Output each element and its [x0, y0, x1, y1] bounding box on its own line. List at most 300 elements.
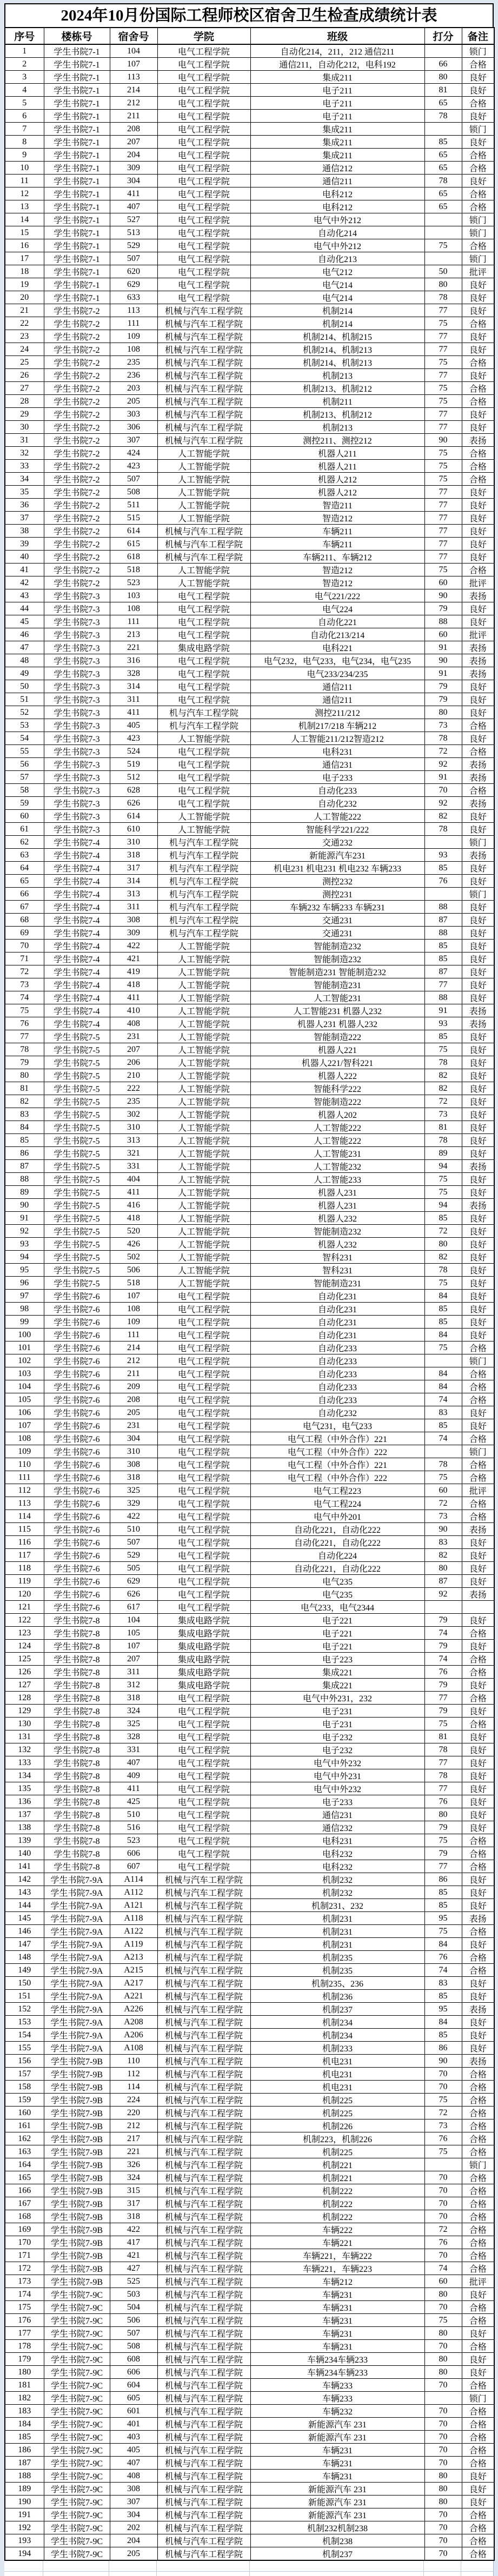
cell-college[interactable]: 机械与汽车工程学院 [157, 2223, 250, 2236]
cell-remark[interactable]: 合格 [462, 2197, 494, 2210]
cell-room[interactable]: 110 [110, 2055, 157, 2068]
cell-index[interactable]: 98 [5, 1303, 44, 1316]
cell-remark[interactable]: 良好 [462, 499, 494, 512]
cell-room[interactable]: 104 [110, 1614, 157, 1627]
cell-room[interactable]: 312 [110, 1679, 157, 1692]
cell-building[interactable]: 学生书院7-9B [44, 2197, 110, 2210]
cell-class[interactable]: 机制234 [250, 2029, 424, 2042]
cell-college[interactable]: 电气工程学院 [157, 797, 250, 810]
cell-room[interactable]: 326 [110, 2158, 157, 2171]
cell-index[interactable]: 142 [5, 1873, 44, 1886]
cell-remark[interactable]: 良好 [462, 1769, 494, 1782]
cell-college[interactable]: 电气工程学院 [157, 1718, 250, 1730]
cell-score[interactable]: 78 [424, 291, 462, 304]
cell-class[interactable]: 机制221 [250, 2158, 424, 2171]
cell-class[interactable]: 新能源汽车 231 [250, 2431, 424, 2444]
cell-class[interactable]: 机制237 [250, 2003, 424, 2016]
cell-score[interactable]: 75 [424, 382, 462, 395]
cell-remark[interactable]: 良好 [462, 1562, 494, 1575]
cell-building[interactable]: 学生书院7-9B [44, 2275, 110, 2288]
cell-room[interactable]: A226 [110, 2003, 157, 2016]
cell-building[interactable]: 学生书院7-2 [44, 576, 110, 589]
cell-class[interactable]: 通信211，自动化212，电科192 [250, 58, 424, 71]
cell-building[interactable]: 学生书院7-3 [44, 732, 110, 745]
cell-class[interactable]: 机器人211 [250, 447, 424, 460]
cell-index[interactable]: 24 [5, 343, 44, 356]
cell-college[interactable]: 机械与汽车工程学院 [157, 2003, 250, 2016]
cell-room[interactable]: 510 [110, 1808, 157, 1821]
cell-index[interactable]: 37 [5, 512, 44, 525]
cell-room[interactable]: 409 [110, 1769, 157, 1782]
cell-room[interactable]: 211 [110, 110, 157, 123]
cell-room[interactable]: 404 [110, 1173, 157, 1186]
cell-class[interactable]: 电气工程（中外合作）221 [250, 1432, 424, 1445]
cell-building[interactable]: 学生书院7-3 [44, 797, 110, 810]
cell-room[interactable]: 302 [110, 1108, 157, 1121]
cell-index[interactable]: 43 [5, 589, 44, 602]
cell-room[interactable]: 525 [110, 2275, 157, 2288]
cell-room[interactable]: 516 [110, 1821, 157, 1834]
cell-room[interactable]: 620 [110, 265, 157, 278]
cell-class[interactable]: 电科231 [250, 1834, 424, 1847]
cell-college[interactable]: 机械与汽车工程学院 [157, 395, 250, 408]
cell-remark[interactable]: 表扬 [462, 2003, 494, 2016]
cell-index[interactable]: 137 [5, 1808, 44, 1821]
cell-college[interactable]: 机械与汽车工程学院 [157, 1912, 250, 1925]
cell-remark[interactable]: 合格 [462, 1666, 494, 1679]
cell-score[interactable] [424, 2392, 462, 2405]
cell-index[interactable]: 73 [5, 978, 44, 991]
cell-index[interactable]: 93 [5, 1238, 44, 1251]
cell-college[interactable]: 机械与汽车工程学院 [157, 2016, 250, 2029]
cell-college[interactable]: 人工智能学院 [157, 952, 250, 965]
cell-index[interactable]: 103 [5, 1367, 44, 1380]
cell-remark[interactable]: 合格 [462, 1627, 494, 1640]
cell-college[interactable]: 集成电路学院 [157, 1679, 250, 1692]
cell-remark[interactable]: 合格 [462, 2508, 494, 2521]
cell-index[interactable]: 138 [5, 1821, 44, 1834]
cell-index[interactable]: 44 [5, 602, 44, 615]
cell-remark[interactable]: 批评 [462, 628, 494, 641]
cell-score[interactable]: 80 [424, 2470, 462, 2483]
cell-index[interactable]: 163 [5, 2145, 44, 2158]
cell-score[interactable]: 75 [424, 460, 462, 473]
cell-building[interactable]: 学生书院7-2 [44, 369, 110, 382]
cell-building[interactable]: 学生书院7-6 [44, 1419, 110, 1432]
cell-building[interactable]: 学生书院7-8 [44, 1666, 110, 1679]
cell-building[interactable]: 学生书院7-8 [44, 1653, 110, 1666]
cell-class[interactable]: 智科231 [250, 1251, 424, 1264]
cell-remark[interactable]: 良好 [462, 1225, 494, 1238]
cell-class[interactable]: 机制223，机制226 [250, 2132, 424, 2145]
cell-building[interactable]: 学生书院7-9B [44, 2262, 110, 2275]
cell-college[interactable]: 机械与汽车工程学院 [157, 356, 250, 369]
cell-score[interactable] [424, 44, 462, 58]
cell-index[interactable]: 115 [5, 1523, 44, 1536]
cell-score[interactable]: 94 [424, 1199, 462, 1212]
cell-remark[interactable]: 合格 [462, 2444, 494, 2457]
cell-building[interactable]: 学生书院7-1 [44, 123, 110, 136]
cell-remark[interactable]: 良好 [462, 1134, 494, 1147]
cell-building[interactable]: 学生书院7-9B [44, 2132, 110, 2145]
cell-room[interactable]: 405 [110, 2444, 157, 2457]
cell-remark[interactable]: 合格 [462, 1951, 494, 1964]
cell-college[interactable]: 机械与汽车工程学院 [157, 1873, 250, 1886]
cell-score[interactable]: 65 [424, 97, 462, 110]
cell-class[interactable]: 集成211 [250, 123, 424, 136]
cell-college[interactable]: 机械与汽车工程学院 [157, 551, 250, 564]
cell-class[interactable]: 智能制造232 [250, 1225, 424, 1238]
cell-index[interactable]: 132 [5, 1743, 44, 1756]
cell-building[interactable]: 学生书院7-8 [44, 1730, 110, 1743]
cell-building[interactable]: 学生书院7-2 [44, 395, 110, 408]
cell-remark[interactable]: 合格 [462, 2223, 494, 2236]
cell-building[interactable]: 学生书院7-9A [44, 1977, 110, 1990]
cell-room[interactable]: A213 [110, 1951, 157, 1964]
cell-room[interactable]: 618 [110, 551, 157, 564]
cell-room[interactable]: 212 [110, 2119, 157, 2132]
cell-index[interactable]: 118 [5, 1562, 44, 1575]
cell-college[interactable]: 电气工程学院 [157, 1406, 250, 1419]
cell-room[interactable]: 203 [110, 382, 157, 395]
cell-index[interactable]: 114 [5, 1510, 44, 1523]
cell-score[interactable]: 75 [424, 356, 462, 369]
header-class[interactable]: 班级 [250, 28, 424, 44]
cell-score[interactable]: 82 [424, 1082, 462, 1095]
cell-building[interactable]: 学生书院7-5 [44, 1186, 110, 1199]
cell-score[interactable]: 60 [424, 2275, 462, 2288]
cell-class[interactable]: 电子232 [250, 1743, 424, 1756]
cell-building[interactable]: 学生书院7-4 [44, 836, 110, 849]
cell-room[interactable]: 111 [110, 317, 157, 330]
cell-remark[interactable]: 良好 [462, 1938, 494, 1951]
cell-building[interactable]: 学生书院7-9A [44, 1964, 110, 1977]
cell-index[interactable]: 54 [5, 732, 44, 745]
cell-remark[interactable]: 合格 [462, 2236, 494, 2249]
cell-building[interactable]: 学生书院7-5 [44, 1108, 110, 1121]
cell-remark[interactable]: 合格 [462, 1834, 494, 1847]
cell-class[interactable]: 电气214 [250, 291, 424, 304]
cell-college[interactable]: 机械与汽车工程学院 [157, 1977, 250, 1990]
cell-index[interactable]: 187 [5, 2457, 44, 2470]
cell-score[interactable]: 88 [424, 901, 462, 914]
cell-remark[interactable]: 合格 [462, 162, 494, 175]
cell-building[interactable]: 学生书院7-1 [44, 58, 110, 71]
cell-college[interactable]: 机与汽车工程学院 [157, 901, 250, 914]
cell-score[interactable]: 77 [424, 525, 462, 538]
cell-room[interactable]: A119 [110, 1938, 157, 1951]
cell-remark[interactable]: 锁门 [462, 836, 494, 849]
cell-college[interactable]: 电气工程学院 [157, 1484, 250, 1497]
cell-building[interactable]: 学生书院7-1 [44, 213, 110, 226]
cell-remark[interactable]: 合格 [462, 1497, 494, 1510]
cell-score[interactable]: 77 [424, 421, 462, 434]
cell-class[interactable]: 机器人221 [250, 1043, 424, 1056]
cell-class[interactable]: 机制232机制238 [250, 2521, 424, 2534]
cell-building[interactable]: 学生书院7-2 [44, 447, 110, 460]
cell-building[interactable]: 学生书院7-6 [44, 1380, 110, 1393]
cell-room[interactable]: 628 [110, 784, 157, 797]
cell-score[interactable]: 79 [424, 1821, 462, 1834]
cell-index[interactable]: 157 [5, 2068, 44, 2081]
cell-score[interactable]: 79 [424, 680, 462, 693]
cell-score[interactable]: 80 [424, 1238, 462, 1251]
cell-score[interactable]: 76 [424, 2132, 462, 2145]
cell-college[interactable]: 人工智能学院 [157, 1199, 250, 1212]
cell-index[interactable]: 11 [5, 175, 44, 187]
cell-building[interactable]: 学生书院7-9C [44, 2301, 110, 2314]
cell-college[interactable]: 机械与汽车工程学院 [157, 369, 250, 382]
cell-college[interactable]: 人工智能学院 [157, 1225, 250, 1238]
cell-college[interactable]: 电气工程学院 [157, 1730, 250, 1743]
cell-college[interactable]: 机与汽车工程学院 [157, 719, 250, 732]
cell-score[interactable]: 77 [424, 369, 462, 382]
cell-college[interactable]: 人工智能学院 [157, 1082, 250, 1095]
cell-remark[interactable]: 良好 [462, 1251, 494, 1264]
cell-room[interactable]: 114 [110, 2081, 157, 2094]
cell-college[interactable]: 机械与汽车工程学院 [157, 2314, 250, 2327]
cell-remark[interactable]: 良好 [462, 1821, 494, 1834]
cell-class[interactable]: 机制235、236 [250, 1977, 424, 1990]
cell-remark[interactable]: 良好 [462, 1808, 494, 1821]
cell-building[interactable]: 学生书院7-6 [44, 1523, 110, 1536]
cell-score[interactable]: 82 [424, 1251, 462, 1264]
cell-remark[interactable]: 锁门 [462, 1354, 494, 1367]
cell-index[interactable]: 184 [5, 2418, 44, 2431]
cell-index[interactable]: 75 [5, 1004, 44, 1017]
cell-index[interactable]: 88 [5, 1173, 44, 1186]
cell-remark[interactable]: 合格 [462, 745, 494, 758]
cell-class[interactable]: 智造212 [250, 512, 424, 525]
cell-class[interactable]: 新能源汽车 231 [250, 2496, 424, 2508]
cell-remark[interactable]: 合格 [462, 719, 494, 732]
cell-remark[interactable]: 良好 [462, 538, 494, 551]
cell-college[interactable]: 电气工程学院 [157, 1562, 250, 1575]
cell-class[interactable]: 机器人232 [250, 1212, 424, 1225]
cell-building[interactable]: 学生书院7-3 [44, 602, 110, 615]
cell-class[interactable]: 车辆233 [250, 2392, 424, 2405]
cell-remark[interactable]: 表扬 [462, 654, 494, 667]
cell-class[interactable]: 电气中外212 [250, 213, 424, 226]
cell-class[interactable]: 人工智能231 [250, 991, 424, 1004]
cell-index[interactable]: 155 [5, 2042, 44, 2055]
cell-class[interactable]: 机制213、机制212 [250, 408, 424, 421]
cell-remark[interactable]: 良好 [462, 1873, 494, 1886]
cell-room[interactable]: 418 [110, 978, 157, 991]
cell-college[interactable]: 机械与汽车工程学院 [157, 2353, 250, 2366]
header-index[interactable]: 序号 [5, 28, 44, 44]
cell-index[interactable]: 135 [5, 1782, 44, 1795]
cell-building[interactable]: 学生书院7-9C [44, 2340, 110, 2353]
cell-college[interactable]: 电气工程学院 [157, 1445, 250, 1458]
cell-remark[interactable]: 良好 [462, 1290, 494, 1303]
cell-class[interactable]: 自动化233 [250, 1354, 424, 1367]
cell-index[interactable]: 122 [5, 1614, 44, 1627]
cell-score[interactable]: 80 [424, 2353, 462, 2366]
cell-room[interactable]: 422 [110, 2223, 157, 2236]
cell-score[interactable]: 90 [424, 434, 462, 447]
cell-class[interactable]: 电科232 [250, 1847, 424, 1860]
cell-class[interactable]: 智造212 [250, 576, 424, 589]
cell-building[interactable]: 学生书院7-6 [44, 1458, 110, 1471]
cell-class[interactable]: 机制214、机制213 [250, 343, 424, 356]
cell-class[interactable]: 机器人232 [250, 1238, 424, 1251]
cell-score[interactable]: 73 [424, 1108, 462, 1121]
cell-score[interactable]: 77 [424, 330, 462, 343]
cell-score[interactable]: 75 [424, 1043, 462, 1056]
cell-college[interactable]: 电气工程学院 [157, 1756, 250, 1769]
cell-index[interactable]: 69 [5, 927, 44, 940]
cell-index[interactable]: 12 [5, 187, 44, 200]
cell-score[interactable]: 84 [424, 1938, 462, 1951]
cell-score[interactable]: 79 [424, 1705, 462, 1718]
cell-index[interactable]: 179 [5, 2353, 44, 2366]
cell-remark[interactable]: 良好 [462, 1886, 494, 1899]
cell-score[interactable]: 79 [424, 693, 462, 706]
cell-building[interactable]: 学生书院7-1 [44, 175, 110, 187]
cell-college[interactable]: 机与汽车工程学院 [157, 706, 250, 719]
cell-class[interactable]: 机制235 [250, 1951, 424, 1964]
cell-college[interactable]: 机械与汽车工程学院 [157, 2068, 250, 2081]
cell-class[interactable]: 车辆231 [250, 2327, 424, 2340]
cell-class[interactable]: 集成211 [250, 136, 424, 149]
cell-room[interactable]: 109 [110, 330, 157, 343]
cell-college[interactable]: 电气工程学院 [157, 71, 250, 84]
cell-index[interactable]: 145 [5, 1912, 44, 1925]
cell-remark[interactable]: 表扬 [462, 1004, 494, 1017]
cell-building[interactable]: 学生书院7-9C [44, 2418, 110, 2431]
cell-score[interactable]: 77 [424, 499, 462, 512]
cell-score[interactable]: 74 [424, 1432, 462, 1445]
cell-college[interactable]: 机械与汽车工程学院 [157, 2029, 250, 2042]
cell-remark[interactable]: 合格 [462, 2249, 494, 2262]
cell-college[interactable]: 电气工程学院 [157, 589, 250, 602]
cell-score[interactable]: 60 [424, 1484, 462, 1497]
cell-college[interactable]: 人工智能学院 [157, 499, 250, 512]
cell-score[interactable]: 77 [424, 978, 462, 991]
cell-score[interactable]: 84 [424, 1380, 462, 1393]
cell-score[interactable]: 76 [424, 1666, 462, 1679]
cell-room[interactable]: 614 [110, 525, 157, 538]
cell-room[interactable]: 204 [110, 149, 157, 162]
cell-college[interactable]: 人工智能学院 [157, 991, 250, 1004]
cell-class[interactable]: 机制234 [250, 2016, 424, 2029]
cell-building[interactable]: 学生书院7-9C [44, 2521, 110, 2534]
cell-remark[interactable]: 良好 [462, 1277, 494, 1290]
cell-score[interactable]: 78 [424, 175, 462, 187]
cell-remark[interactable]: 合格 [462, 149, 494, 162]
cell-college[interactable]: 机与汽车工程学院 [157, 836, 250, 849]
cell-building[interactable]: 学生书院7-5 [44, 1030, 110, 1043]
cell-college[interactable]: 机械与汽车工程学院 [157, 2288, 250, 2301]
cell-class[interactable]: 自动化221，自动化222 [250, 1536, 424, 1549]
cell-building[interactable]: 学生书院7-4 [44, 952, 110, 965]
cell-college[interactable]: 机械与汽车工程学院 [157, 2145, 250, 2158]
cell-score[interactable] [424, 1354, 462, 1367]
cell-index[interactable]: 100 [5, 1329, 44, 1341]
cell-class[interactable]: 通信232 [250, 1821, 424, 1834]
cell-remark[interactable]: 合格 [462, 2107, 494, 2119]
cell-class[interactable]: 电气工程（中外合作）222 [250, 1471, 424, 1484]
cell-remark[interactable]: 锁门 [462, 888, 494, 901]
cell-room[interactable]: 503 [110, 2288, 157, 2301]
cell-index[interactable]: 140 [5, 1847, 44, 1860]
cell-score[interactable]: 85 [424, 1419, 462, 1432]
cell-score[interactable]: 75 [424, 317, 462, 330]
cell-room[interactable]: 318 [110, 1471, 157, 1484]
cell-index[interactable]: 87 [5, 1160, 44, 1173]
cell-class[interactable]: 自动化233 [250, 1341, 424, 1354]
cell-building[interactable]: 学生书院7-9C [44, 2353, 110, 2366]
cell-college[interactable]: 机械与汽车工程学院 [157, 408, 250, 421]
cell-score[interactable]: 81 [424, 1121, 462, 1134]
cell-college[interactable]: 机械与汽车工程学院 [157, 421, 250, 434]
cell-room[interactable]: 508 [110, 2340, 157, 2353]
cell-building[interactable]: 学生书院7-4 [44, 914, 110, 927]
cell-class[interactable]: 自动化221，自动化222 [250, 1523, 424, 1536]
cell-college[interactable]: 机与汽车工程学院 [157, 849, 250, 862]
cell-index[interactable]: 150 [5, 1977, 44, 1990]
cell-room[interactable]: 425 [110, 1795, 157, 1808]
cell-remark[interactable]: 良好 [462, 823, 494, 836]
cell-building[interactable]: 学生书院7-9B [44, 2081, 110, 2094]
cell-room[interactable]: 417 [110, 2236, 157, 2249]
cell-index[interactable]: 124 [5, 1640, 44, 1653]
cell-building[interactable]: 学生书院7-2 [44, 499, 110, 512]
cell-class[interactable]: 通信211 [250, 680, 424, 693]
cell-building[interactable]: 学生书院7-6 [44, 1484, 110, 1497]
cell-room[interactable]: 418 [110, 1212, 157, 1225]
cell-score[interactable]: 77 [424, 538, 462, 551]
cell-building[interactable]: 学生书院7-8 [44, 1769, 110, 1782]
cell-room[interactable]: 507 [110, 252, 157, 265]
cell-remark[interactable]: 表扬 [462, 849, 494, 862]
cell-remark[interactable]: 合格 [462, 1653, 494, 1666]
cell-class[interactable]: 人工智能232 [250, 1160, 424, 1173]
cell-score[interactable] [424, 1601, 462, 1614]
cell-score[interactable]: 60 [424, 576, 462, 589]
cell-room[interactable]: 107 [110, 1290, 157, 1303]
cell-score[interactable]: 78 [424, 1458, 462, 1471]
cell-score[interactable]: 85 [424, 1990, 462, 2003]
cell-index[interactable]: 156 [5, 2055, 44, 2068]
cell-remark[interactable]: 合格 [462, 564, 494, 576]
cell-room[interactable]: 314 [110, 680, 157, 693]
cell-college[interactable]: 电气工程学院 [157, 187, 250, 200]
cell-room[interactable]: A206 [110, 2029, 157, 2042]
cell-remark[interactable]: 良好 [462, 1121, 494, 1134]
cell-index[interactable]: 186 [5, 2444, 44, 2457]
cell-room[interactable]: 103 [110, 589, 157, 602]
cell-class[interactable]: 车辆231 [250, 2470, 424, 2483]
cell-class[interactable]: 通信211 [250, 693, 424, 706]
cell-room[interactable]: 411 [110, 1782, 157, 1795]
cell-room[interactable]: 331 [110, 1160, 157, 1173]
cell-college[interactable]: 机械与汽车工程学院 [157, 2431, 250, 2444]
cell-remark[interactable]: 良好 [462, 304, 494, 317]
cell-class[interactable]: 电科221 [250, 641, 424, 654]
cell-score[interactable]: 75 [424, 239, 462, 252]
cell-score[interactable]: 85 [424, 940, 462, 952]
cell-building[interactable]: 学生书院7-2 [44, 408, 110, 421]
cell-index[interactable]: 89 [5, 1186, 44, 1199]
cell-college[interactable]: 机械与汽车工程学院 [157, 2171, 250, 2184]
cell-college[interactable]: 人工智能学院 [157, 1056, 250, 1069]
cell-room[interactable]: 307 [110, 434, 157, 447]
cell-college[interactable]: 电气工程学院 [157, 1341, 250, 1354]
empty-cell[interactable] [109, 2561, 157, 2571]
cell-remark[interactable]: 良好 [462, 1782, 494, 1795]
